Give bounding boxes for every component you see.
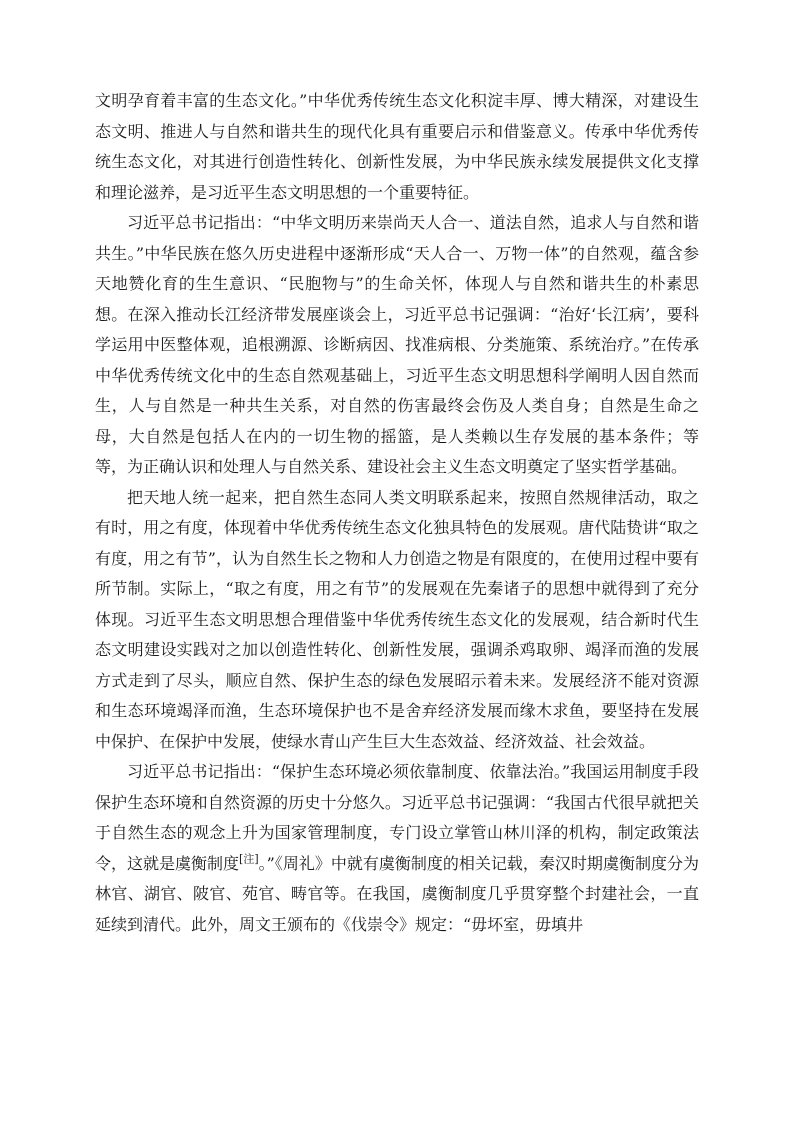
paragraph-4-text-a: 习近平总书记指出：“保护生态环境必须依靠制度、依靠法治。”我国运用制度手段保护生态环境和自然资源的历史十分悠久。习近平总书记强调：“我国古代很早就把关于自然生态的观念上升为国家管理制度，专门设立掌管山林川泽的机构，制定政策法令，这就是虞衡制度 bbox=[95, 762, 699, 873]
paragraph-1: 文明孕育着丰富的生态文化。”中华优秀传统生态文化积淀丰厚、博大精深，对建设生态文明、推进人与自然和谐共生的现代化具有重要启示和借鉴意义。传承中华优秀传统生态文化，对其进行创造性转化、创新性发展，为中华民族永续发展提供文化支撑和理论滋养，是习近平生态文明思想的一个重要特征。 bbox=[95, 91, 699, 202]
paragraph-4 bbox=[95, 757, 699, 940]
paragraph-2: 习近平总书记指出：“中华文明历来崇尚天人合一、道法自然，追求人与自然和谐共生。”中华民族在悠久历史进程中逐渐形成“天人合一、万物一体”的自然观，蕴含参天地赞化育的生生意识、“民胞物与”的生命关怀，体现人与自然和谐共生的朴素思想。在深入推动长江经济带发展座谈会上，习近平总书记强调：“治好‘长江病’，要科学运用中医整体观，追根溯源、诊断病因、找准病根、分类施策、系统治疗。”在传承中华优秀传统文化中的生态自然观基础上，习近平生态文明思想科学阐明人因自然而生，人与自然是一种共生关系，对自然的伤害最终会伤及人类自身；自然是生命之母，大自然是包括人在内的一切生物的摇篮，是人类赖以生存发展的基本条件；等等，为正确认识和处理人与自然关系、建设社会主义生态文明奠定了坚实哲学基础。 bbox=[95, 213, 699, 476]
paragraph-3: 把天地人统一起来，把自然生态同人类文明联系起来，按照自然规律活动，取之有时，用之有度，体现着中华优秀传统生态文化独具特色的发展观。唐代陆贽讲“取之有度，用之有节”，认为自然生长之物和人力创造之物是有限度的，在使用过程中要有所节制。实际上，“取之有度，用之有节”的发展观在先秦诸子的思想中就得到了充分体现。习近平生态文明思想合理借鉴中华优秀传统生态文化的发展观，结合新时代生态文明建设实践对之加以创造性转化、创新性发展，强调杀鸡取卵、竭泽而渔的发展方式走到了尽头，顺应自然、保护生态的绿色发展昭示着未来。发展经济不能对资源和生态环境竭泽而渔，生态环境保护也不是舍弃经济发展而缘木求鱼，要坚持在发展中保护、在保护中发展，使绿水青山产生巨大生态效益、经济效益、社会效益。 bbox=[95, 487, 699, 751]
footnote-reference[interactable]: [注] bbox=[239, 852, 259, 866]
paragraph-4-text-b: 。”《周礼》中就有虞衡制度的相关记载，秦汉时期虞衡制度分为林官、湖官、陂官、苑官、畴官等。在我国，虞衡制度几乎贯穿整个封建社会，一直延续到清代。此外，周文王颁布的《伐崇令》规定：“毋坏室，毋填井 bbox=[95, 853, 699, 934]
document-body bbox=[95, 86, 699, 940]
